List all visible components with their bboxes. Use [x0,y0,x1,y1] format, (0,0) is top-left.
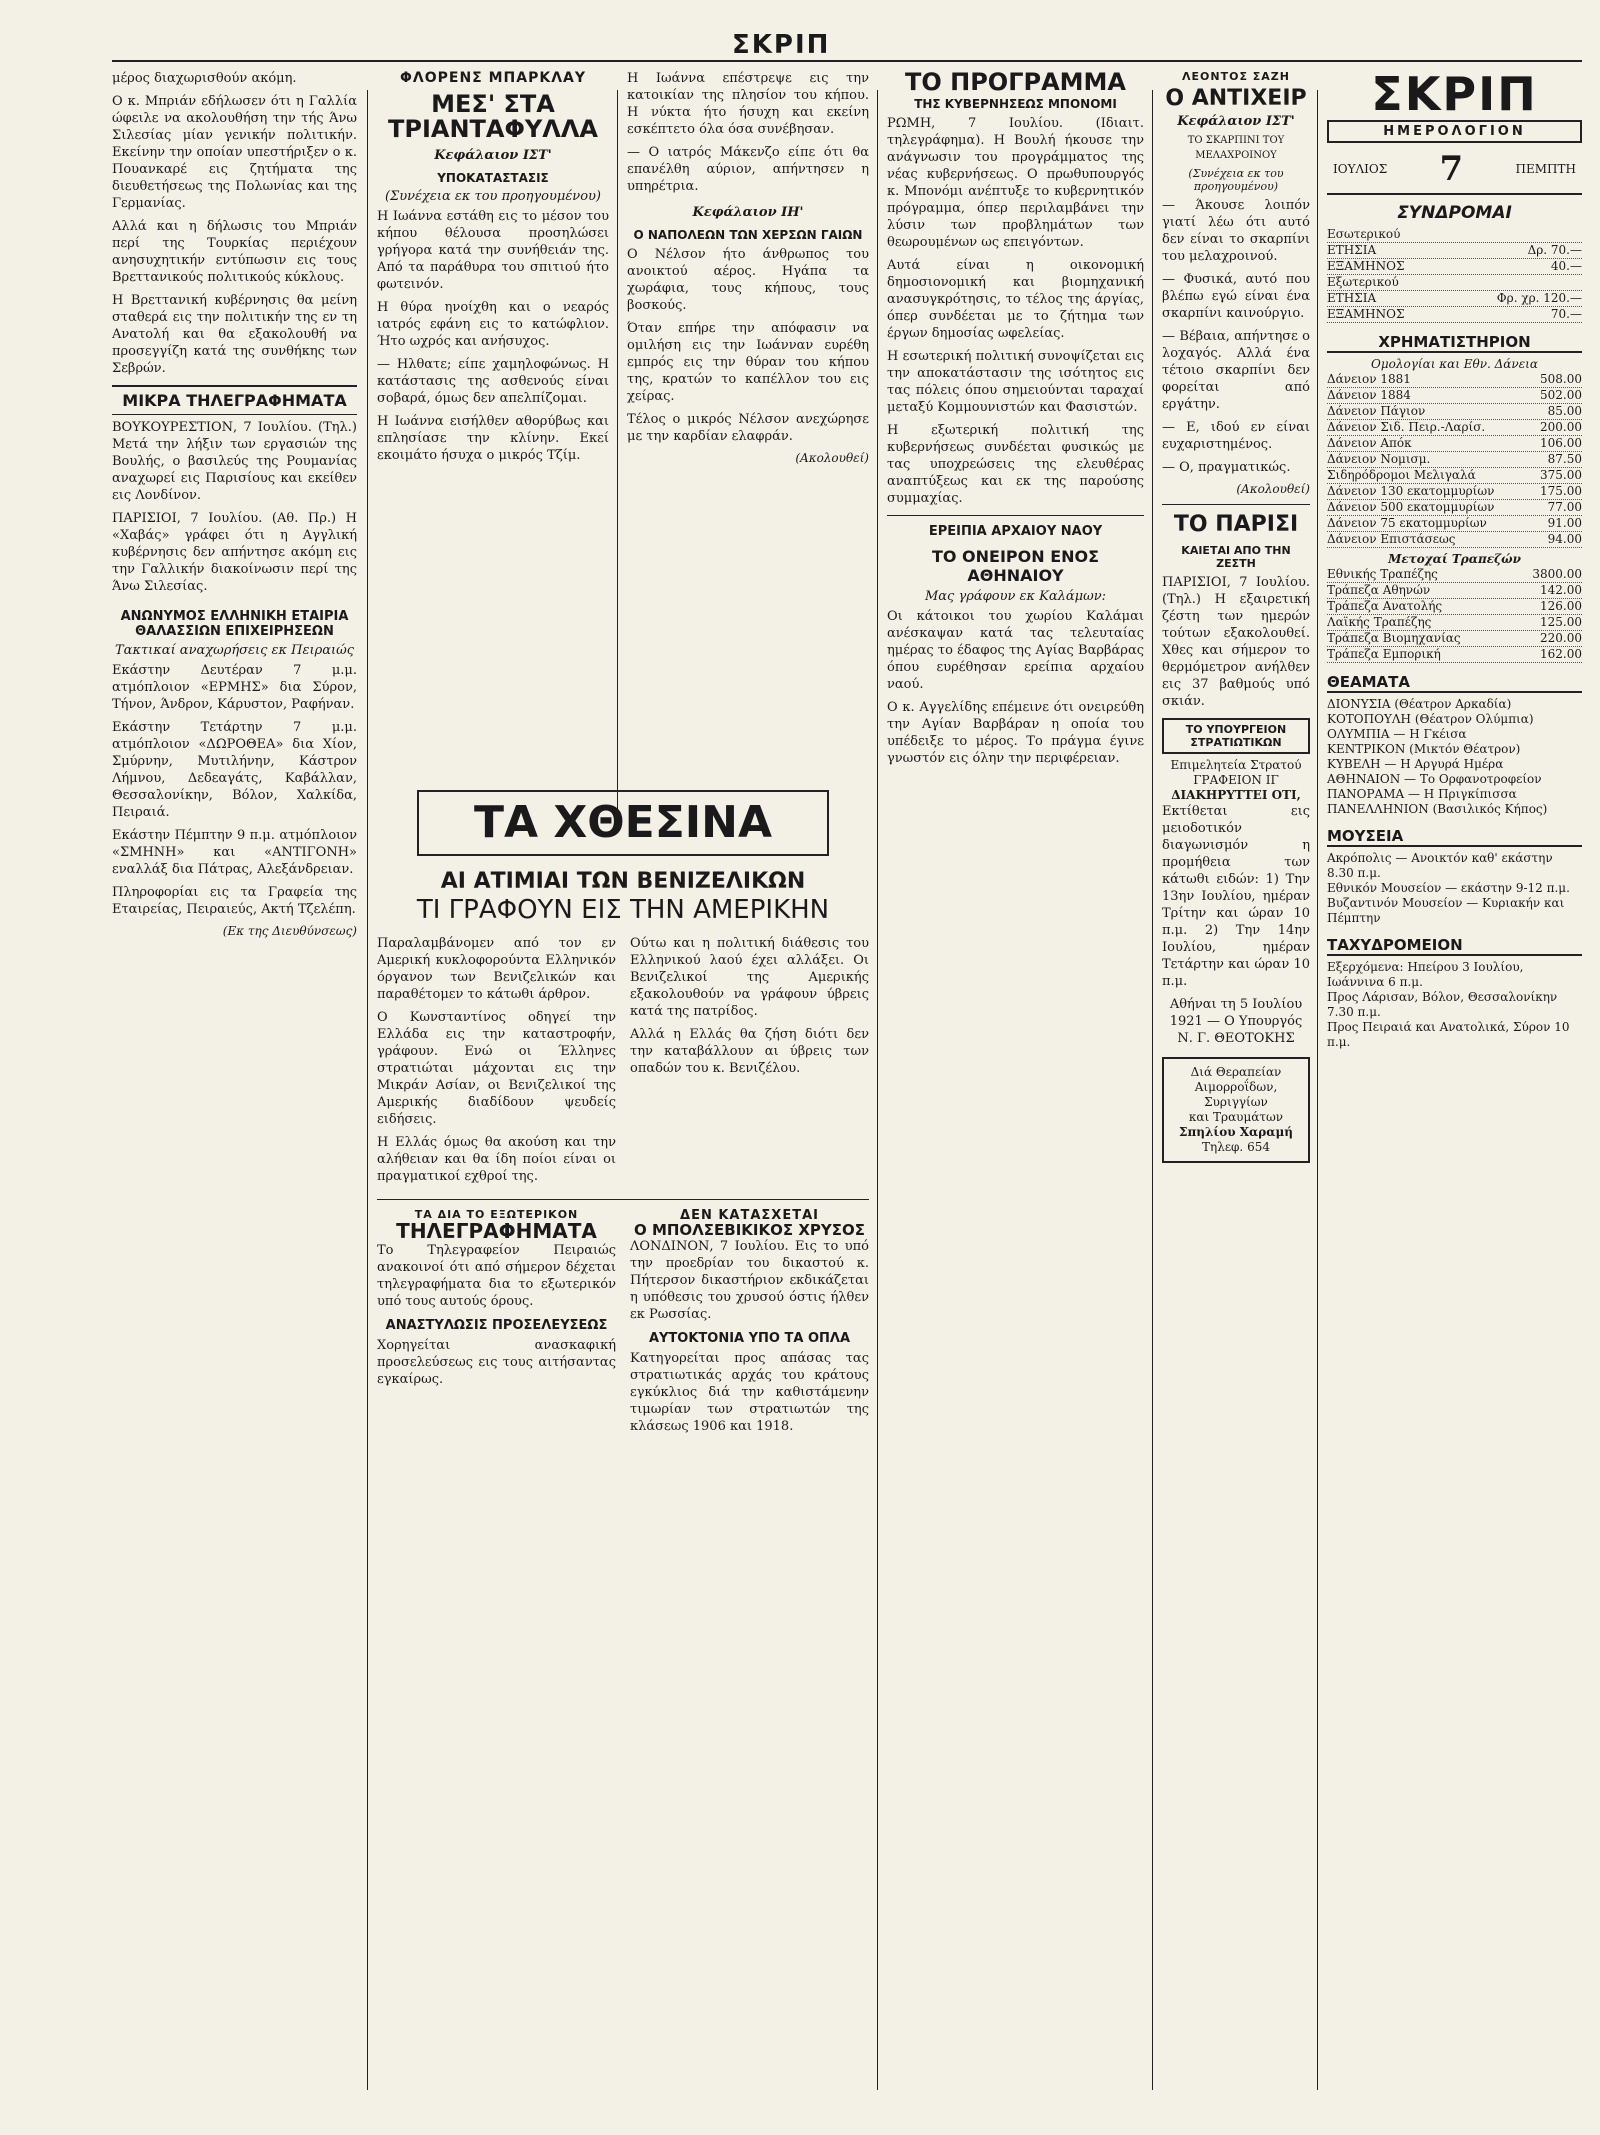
signoff: (Ακολουθεί) [1236,482,1310,497]
paragraph: Η Ιωάννα εισήλθεν αθορύβως και επλησίασε την κλίνην. Εκεί εκοιμάτο ήσυχα ο μικρός Τζίμ. [377,414,609,464]
post-item: Εξερχόμενα: Ηπείρου 3 Ιουλίου, Ιωάννινα 6 π.μ. [1327,960,1524,990]
paragraph: ΒΟΥΚΟΥΡΕΣΤΙΟΝ, 7 Ιουλίου. (Τηλ.) Μετά την λήξιν των εργασιών της Βουλής, ο βασιλεύς της Ρουμανίας αναχωρεί εις Παρισίους και εκείθεν εις Λονδίνον. [112,420,357,503]
post-heading: ΤΑΧΥΔΡΟΜΕΙΟΝ [1327,936,1582,956]
column-rule [617,90,618,830]
paragraph: Το Τηλεγραφείον Πειραιώς ανακοινοί ότι από σήμερον δέχεται τηλεγραφήματα δια το εξωτερικόν υπό τους αυτούς όρους. [377,1242,616,1309]
serial-author: ΛΕΟΝΤΟΣ ΣΑΖΗ [1182,70,1290,83]
chapter-heading: Κεφάλαιον ΙΗ' [692,205,804,220]
telegrams-heading: ΜΙΚΡΑ ΤΗΛΕΓΡΑΦΗΜΑΤΑ [112,385,357,415]
headline: ΑΙ ΑΤΙΜΙΑΙ ΤΩΝ ΒΕΝΙΖΕΛΙΚΩΝ [440,869,806,895]
program-subtitle: ΤΗΣ ΚΥΒΕΡΝΗΣΕΩΣ ΜΠΟΝΟΜΙ [914,97,1117,112]
paris-heading: ΤΟ ΠΑΡΙΣΙ [1173,512,1299,538]
paragraph: — Ο ιατρός Μάκενζο είπε ότι θα επανέλθη αύριον, απήντησεν η υπηρέτρια. [627,145,869,194]
serial-title: ΜΕΣ' ΣΤΑ ΤΡΙΑΝΤΑΦΥΛΛΑ [388,90,598,144]
share-row: Τράπεζα Εμπορική 162.00 [1327,647,1582,662]
museums-list [1327,851,1582,926]
almanac-label: ΗΜΕΡΟΛΟΓΙΟΝ [1327,120,1582,143]
paragraph: Η Ιωάννα εστάθη εις το μέσον του κήπου θέλουσα προσηλώσει γρήγορα κατά την συνήθειάν της. Από τα παράθυρα του σπιτιού ήτο φωτεινόν. [377,209,609,293]
chapter-subheading: Ο ΝΑΠΟΛΕΩΝ ΤΩΝ ΧΕΡΣΩΝ ΓΑΙΩΝ [633,228,863,242]
bond-row: Δάνειον 500 εκατομμυρίων 77.00 [1327,500,1582,515]
paragraph: Ο κ. Αγγελίδης επέμεινε ότι ονειρεύθη την Αγίαν Βαρβάραν η οποία του υπέδειξε το μέρος. Το πράγμα έγινε γνωστόν εις όλην την περιφέρειαν. [887,700,1144,767]
share-row: Τράπεζα Αθηνών 142.00 [1327,583,1582,598]
chapter-subheading: ΥΠΟΚΑΤΑΣΤΑΣΙΣ [437,171,549,186]
bond-row: Δάνειον Νομισμ. 87.50 [1327,452,1582,467]
museum-item: Ακρόπολις — Ανοικτόν καθ' εκάστην 8.30 π.μ. [1327,851,1553,881]
continuation-note: (Συνέχεια εκ του προηγουμένου) [384,189,602,205]
subscription-row: ΕΤΗΣΙΑ Δρ. 70.— [1327,243,1582,258]
share-row: Τράπεζα Ανατολής 126.00 [1327,599,1582,614]
paragraph: — Ε, ιδού εν είναι ευχαριστημένος. [1162,420,1310,453]
paragraph: Εκάστην Τετάρτην 7 μ.μ. ατμόπλοιον «ΔΩΡΟΘΕΑ» δια Χίον, Σμύρνην, Μυτιλήνην, Κάστρον Λήμνου, Δεδεαγάτς, Καβάλλαν, Θεσσαλονίκην, Βόλον, Χαλκίδα, Πειραιά. [112,720,357,820]
telegrams-kicker: ΤΑ ΔΙΑ ΤΟ ΕΞΩΤΕΡΙΚΟΝ [414,1207,579,1221]
paragraph: Η εξωτερική πολιτική της κυβερνήσεως συνδέεται φυσικώς με τας υποχρεώσεις της ελευθέρας αναπτύξεως και εκ της παρούσης συμμαχίας. [887,423,1144,507]
signoff: (Ακολουθεί) [795,451,869,465]
post-item: Προς Λάρισαν, Βόλον, Θεσσαλονίκην 7.30 π.μ. [1327,990,1558,1020]
paragraph: Ο Νέλσον ήτο άνθρωπος του ανοικτού αέρος. Ηγάπα τα χωράφια, τους κήπους, τους βοσκούς. [627,247,869,313]
paragraph: Αυτά είναι η οικονομική δημοσιονομική και βιομηχανική ανασυγκρότησις, το τέλος της άργίας, όπερ συνδέεται με το ζήτημα των έργων δημοσίας ωφελείας. [887,258,1144,342]
chapter-subheading: ΤΟ ΣΚΑΡΠΙΝΙ ΤΟΥ ΜΕΛΑΧΡΟΙΝΟΥ [1187,135,1285,162]
paragraph: — Άκουσε λοιπόν γιατί λέω ότι αυτό δεν είναι το σκαρπίνι του μελαχροινού. [1162,198,1310,265]
subhead: ΤΙ ΓΡΑΦΟΥΝ ΕΙΣ ΤΗΝ ΑΜΕΡΙΚΗΝ [416,895,830,926]
paragraph: — Ο, πραγματικώς. [1162,460,1291,476]
theatre-item: ΚΟΤΟΠΟΥΛΗ (Θέατρον Ολύμπια) [1327,712,1534,727]
ministry-lead: ΔΙΑΚΗΡΥΤΤΕΙ ΟΤΙ, [1171,788,1301,803]
masthead-title: ΣΚΡΙΠ [732,30,831,60]
theatre-item: ΚΕΝΤΡΙΚΟΝ (Μικτόν Θέατρον) [1327,742,1521,757]
almanac-title: ΣΚΡΙΠ [1371,70,1538,121]
restoration-heading: ΑΝΑΣΤΥΛΩΣΙΣ ΠΡΟΣΕΛΕΥΣΕΩΣ [385,1317,608,1333]
shares-heading: Μετοχαί Τραπεζών [1388,552,1521,567]
paragraph: Αθήναι τη 5 Ιουλίου 1921 — Ο Υπουργός Ν. Γ. ΘΕΟΤΟΚΗΣ [1169,997,1303,1047]
theatres-heading: ΘΕΑΜΑΤΑ [1327,673,1582,693]
telegrams-heading: ΤΗΛΕΓΡΑΦΗΜΑΤΑ [396,1218,597,1243]
column-rule [1152,90,1153,2090]
share-row: Λαϊκής Τραπέζης 125.00 [1327,615,1582,630]
chapter-heading: Κεφάλαιον ΙΣΤ' [434,148,552,164]
theatre-item: ΔΙΟΝΥΣΙΑ (Θέατρον Αρκαδία) [1327,697,1512,712]
exchange-subheading: Ομολογίαι και Εθν. Δάνεια [1371,357,1538,372]
column-rule [877,90,878,2090]
subscriptions-heading: ΣΥΝΔΡΟΜΑΙ [1397,203,1512,224]
subscription-row: ΕΞΑΜΗΝΟΣ 70.— [1327,307,1582,322]
month: ΙΟΥΛΙΟΣ [1333,161,1388,176]
paragraph: Αλλά η Ελλάς θα ζήση διότι δεν την καταβάλλουν αι ύβρεις των οπαδών του κ. Βενιζέλου. [630,1026,869,1076]
paragraph: ΛΟΝΔΙΝΟΝ, 7 Ιουλίου. Εις το υπό την προεδρίαν του δικαστού κ. Πήτερσον δικαστήριον εκδικάζεται η υπόθεσις του χρυσού όστις ήλθεν εκ Ρωσσίας. [630,1239,869,1323]
paragraph: Η Ελλάς όμως θα ακούση και την αλήθειαν και θα ίδη ποίοι είναι οι πραγματικοί εχθροί της. [377,1134,616,1184]
paragraph: Παραλαμβάνομεν από τον εν Αμερική κυκλοφορούντα Ελληνικόν όργανον των Βενιζελικών και παραθέτομεν το κάτωθι άρθρον. [377,935,616,1002]
shipping-heading: ΑΝΩΝΥΜΟΣ ΕΛΛΗΝΙΚΗ ΕΤΑΙΡΙΑ ΘΑΛΑΣΣΙΩΝ ΕΠΙΧΕΙΡΗΣΕΩΝ [120,609,349,639]
paragraph: Εκάστην Δευτέραν 7 μ.μ. ατμόπλοιον «ΕΡΜΗΣ» δια Σύρον, Τήνον, Άνδρον, Κάρυστον, Ραφήναν. [112,663,357,712]
column-2 [377,70,609,770]
bond-row: Δάνειον Σιδ. Πειρ.-Λαρίσ. 200.00 [1327,420,1582,435]
advertisement [1162,1057,1310,1163]
post-item: Προς Πειραιά και Ανατολικά, Σύρον 10 π.μ. [1327,1020,1570,1050]
paragraph: Όταν επήρε την απόφασιν να ομιλήση εις την Ιωάνναν ευρέθη εμπρός εις την θύραν του κήπου της, κρατών το καπέλλον του εις χείρας. [627,321,869,404]
subscription-row: Εσωτερικού [1327,227,1582,243]
shipping-subheading: Τακτικαί αναχωρήσεις εκ Πειραιώς [115,643,354,658]
bonds-list [1327,372,1582,548]
subscription-row: ΕΞΑΜΗΝΟΣ 40.— [1327,259,1582,274]
paragraph: Εκάστην Πέμπτην 9 π.μ. ατμόπλοιον «ΣΜΗΝΗ» και «ΑΝΤΙΓΟΝΗ» εναλλάξ δια Πάτρας, Αλεξάνδρειαν. [112,828,357,877]
column-5 [1162,70,1310,2110]
paragraph: — Φυσικά, αυτό που βλέπω εγώ είναι ένα σκαρπίνι καινούργιο. [1162,272,1310,322]
column-6 [1327,70,1582,2110]
paragraph: Ο Κωνσταντίνος οδηγεί την Ελλάδα εις την καταστροφήν, γράφουν. Ενώ οι Έλληνες στρατιώται μάχονται εις την Μικράν Ασίαν, οι Βενιζελικοί της Αμερικής διαδίδουν ψευδείς ειδήσεις. [377,1009,616,1127]
bond-row: Δάνειον 1884 502.00 [1327,388,1582,403]
banner: ΤΑ ΧΘΕΣΙΝΑ [417,790,829,856]
paragraph: Η Ιωάννα επέστρεψε εις την κατοικίαν της πλησίον του κήπου. Η νύκτα ήτο ήσυχη και εκείνη εσκέπτετο όλα όσα συνέβησαν. [627,71,869,137]
theatres-list [1327,697,1582,817]
share-row: Εθνικής Τραπέζης 3800.00 [1327,567,1582,582]
paragraph: ΠΑΡΙΣΙΟΙ, 7 Ιουλίου. (Τηλ.) Η εξαιρετική ζέστη των ημερών τούτων εξακολουθεί. Χθες και σήμερον το θερμόμετρον ανήλθεν εις 37 βαθμούς υπό σκιάν. [1162,575,1310,710]
paragraph: — Ηλθατε; είπε χαμηλοφώνως. Η κατάστασις της ασθενούς είναι σοβαρά, όμως δεν απελπίζομαι. [377,357,609,407]
paragraph: Η Βρεττανική κυβέρνησις θα μείνη σταθερά εις την πολιτικήν της εν τη Ανατολή και θα εξακολουθή να προσεγγίζη κατά της συνθήκης των Σεβρών. [112,293,357,376]
paragraph: Χορηγείται ανασκαφική προσελεύσεως εις τους αιτήσαντας εγκαίρως. [377,1337,616,1387]
bond-row: Δάνειον Πάγιον 85.00 [1327,404,1582,419]
bond-row: Σιδηρόδρομοι Μελιγαλά 375.00 [1327,468,1582,483]
paragraph: Η εσωτερική πολιτική συνοψίζεται εις την αποκατάστασιν της ισότητος εις τας πόλεις όπου σημειούνται ταραχαί μεταξύ Κομμουνιστών και Φασιστών. [887,349,1144,416]
gold-heading: Ο ΜΠΟΛΣΕΒΙΚΙΚΟΣ ΧΡΥΣΟΣ [633,1220,866,1239]
ministry-subheading: Επιμελητεία Στρατού ΓΡΑΦΕΙΟΝ ΙΓ [1170,758,1302,788]
theatre-item: ΚΥΒΕΛΗ — Η Αργυρά Ημέρα [1327,757,1504,772]
paragraph: ΠΑΡΙΣΙΟΙ, 7 Ιουλίου. (Αθ. Πρ.) Η «Χαβάς» γράφει ότι η Αγγλική κυβέρνησις δεν απήντησε ακόμη εις την Γαλλικήν διακοίνωσιν περί της Άνω Σιλεσίας. [112,511,357,594]
column-4 [887,70,1144,2110]
paragraph: Εκτίθεται εις μειοδοτικόν διαγωνισμόν η προμήθεια των κάτωθι ειδών: 1) Την 13ην Ιουλίου, ημέραν Τρίτην και ώραν 10 π.μ. 2) Την 14ην Ιουλίου, ημέραν Τετάρτην και ώραν 10 π.μ. [1162,804,1310,990]
ruins-heading: ΕΡΕΙΠΙΑ ΑΡΧΑΙΟΥ ΝΑΟΥ [928,524,1103,540]
paragraph: Κατηγορείται προς απάσας τας στρατιωτικάς αρχάς του κράτους εγκύκλιος διά την καθιστάμενην τιμωρίαν των στρατιωτών της κλάσεως 1906 και 1918. [630,1351,869,1435]
paragraph: Ούτω και η πολιτική διάθεσις του Ελληνικού λαού έχει αλλάξει. Οι Βενιζελικοί της Αμερικής εξακολουθούν να γράφουν ύβρεις κατά της πατρίδος. [630,935,869,1019]
shares-list [1327,567,1582,663]
ruins-lead: Μας γράφουν εκ Καλάμων: [924,589,1107,605]
theatre-item: ΠΑΝΟΡΑΜΑ — Η Πριγκίπισσα [1327,787,1517,802]
column-rule [1317,90,1318,2090]
bond-row: Δάνειον 75 εκατομμυρίων 91.00 [1327,516,1582,531]
signoff: (Εκ της Διευθύνσεως) [222,924,357,938]
museum-item: Εθνικόν Μουσείον — εκάστην 9-12 π.μ. [1327,881,1570,896]
paragraph: μέρος διαχωρισθούν ακόμη. [112,71,297,86]
day-number: 7 [1439,149,1464,190]
paragraph: Ο κ. Μπριάν εδήλωσεν ότι η Γαλλία ώφειλε να ακολουθήση την τής Άνω Σιλεσίας μίαν γενικήν πολιτικήν. Εκείνην την οποίαν υπεστήριξεν ο κ. Πουανκαρέ εις ζητήματα της διευθετήσεως της Πολωνίας και της Γερμανίας. [112,94,357,211]
ad-line: Αιμορροΐδων, Συριγγίων [1194,1080,1278,1110]
museum-item: Βυζαντινόν Μουσείον — Κυριακήν και Πέμπτην [1327,896,1565,926]
subscription-row: ΕΤΗΣΙΑ Φρ. χρ. 120.— [1327,291,1582,306]
bond-row: Δάνειον Επιστάσεως 94.00 [1327,532,1582,547]
post-list [1327,960,1582,1050]
serial-title: Ο ΑΝΤΙΧΕΙΡ [1165,86,1307,111]
ruins-subheading: ΤΟ ΟΝΕΙΡΟΝ ΕΝΟΣ ΑΘΗΝΑΙΟΥ [931,547,1100,586]
paragraph: — Βέβαια, απήντησε ο λοχαγός. Αλλά ένα τέτοιο σκαρπίνι δεν φορείται από εργάτην. [1162,329,1310,413]
newspaper-page [112,30,1582,2110]
ad-line: Σπηλίου Χαραμή [1179,1125,1293,1140]
column-1 [112,70,357,2110]
suicide-heading: ΑΥΤΟΚΤΟΝΙΑ ΥΠΟ ΤΑ ΟΠΛΑ [648,1331,851,1347]
museums-heading: ΜΟΥΣΕΙΑ [1327,827,1582,847]
paragraph: Πληροφορίαι εις τα Γραφεία της Εταιρείας, Πειραιεύς, Ακτή Τζελέπη. [112,885,357,917]
paragraph: Τέλος ο μικρός Νέλσον ανεχώρησε με την καρδίαν ελαφράν. [627,412,869,444]
ad-line: Διά Θεραπείαν [1190,1065,1282,1080]
continuation-note: (Συνέχεια εκ του προηγουμένου) [1188,167,1284,194]
theatre-item: ΑΘΗΝΑΙΟΝ — Το Ορφανοτροφείον [1327,772,1542,787]
theatre-item: ΠΑΝΕΛΛΗΝΙΟΝ (Βασιλικός Κήπος) [1327,802,1548,817]
weekday: ΠΕΜΠΤΗ [1515,161,1576,176]
ad-line: Τηλεφ. 654 [1202,1140,1270,1155]
paragraph: Οι κάτοικοι του χωρίου Καλάμαι ανέσκαψαν κατά τας τελευταίας ημέρας το έδαφος της Αγίας Βαρβάρας όπου ευρέθησαν ερείπια αρχαίου ναού. [887,609,1144,693]
ministry-heading: ΤΟ ΥΠΟΥΡΓΕΙΟΝ ΣΤΡΑΤΙΩΤΙΚΩΝ [1162,718,1310,754]
column-rule [367,90,368,2090]
theatre-item: ΟΛΥΜΠΙΑ — Η Γκέισα [1327,727,1467,742]
serial-author: ΦΛΟΡΕΝΣ ΜΠΑΡΚΛΑΥ [399,70,587,86]
chapter-heading: Κεφάλαιον ΙΣΤ' [1177,114,1295,130]
paragraph: Αλλά και η δήλωσις του Μπριάν περί της Τουρκίας περιέχουν ανησυχητικήν εντύπωσιν εις τους Βρεττανικούς πολιτικούς κύκλους. [112,219,357,285]
bond-row: Δάνειον 1881 508.00 [1327,372,1582,387]
bond-row: Δάνειον 130 εκατομμυρίων 175.00 [1327,484,1582,499]
date-row [1327,145,1582,195]
gold-kicker: ΔΕΝ ΚΑΤΑΣΧΕΤΑΙ [680,1207,819,1223]
ad-line: και Τραυμάτων [1188,1110,1284,1125]
column-3 [627,70,869,770]
paragraph: Η θύρα ηνοίχθη και ο νεαρός ιατρός εφάνη εις το κατώφλιον. Ήτο ωχρός και ανήσυχος. [377,300,609,350]
subscription-row: Εξωτερικού [1327,275,1582,291]
program-title: ΤΟ ΠΡΟΓΡΑΜΜΑ [904,70,1126,96]
exchange-heading: ΧΡΗΜΑΤΙΣΤΗΡΙΟΝ [1327,333,1582,353]
paris-subheading: ΚΑΙΕΤΑΙ ΑΠΟ ΤΗΝ ΖΕΣΤΗ [1181,544,1291,571]
top-strip [112,30,1582,62]
paragraph: ΡΩΜΗ, 7 Ιουλίου. (Ιδιαιτ. τηλεγράφημα). Η Βουλή ήκουσε την ανάγνωσιν του προγράμματος της νέας κυβερνήσεως. Ο πρωθυπουργός κ. Μπονόμι ανέπτυξε το κυβερνητικόν πρόγραμμα, όπερ περιλαμβάνει την λύσιν των προβλημάτων των θεωρουμένων ως επειγόντων. [887,116,1144,251]
share-row: Τράπεζα Βιομηχανίας 220.00 [1327,631,1582,646]
lower-block [377,790,869,2090]
bond-row: Δάνειον Απόκ 106.00 [1327,436,1582,451]
